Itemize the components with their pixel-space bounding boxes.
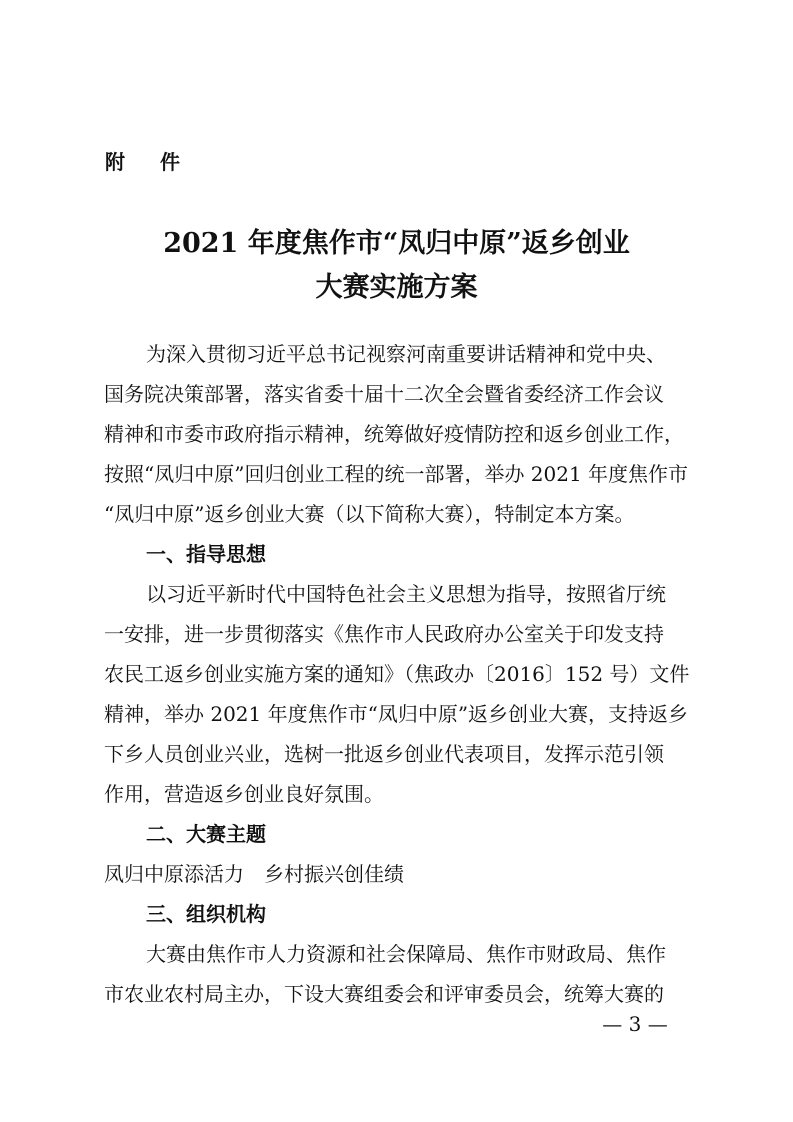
paragraph-line: 为深入贯彻习近平总书记视察河南重要讲话精神和党中央、 [146,342,666,366]
attachment-label: 附 件 [105,150,194,174]
paragraph-line: “凤归中原”返乡创业大赛（以下简称大赛），特制定本方案。 [104,502,635,526]
theme-line: 凤归中原添活力 乡村振兴创佳绩 [104,862,404,886]
paragraph-line: 农民工返乡创业实施方案的通知》（焦政办〔2016〕152 号）文件 [104,662,690,686]
paragraph-line: 国务院决策部署，落实省委十届十二次全会暨省委经济工作会议 [104,382,664,406]
paragraph-line: 作用，营造返乡创业良好氛围。 [104,782,384,806]
paragraph-line: 精神和市委市政府指示精神，统筹做好疫情防控和返乡创业工作， [104,422,684,446]
section-heading-organization: 三、组织机构 [146,902,266,926]
paragraph-line: 精神，举办 2021 年度焦作市“凤归中原”返乡创业大赛，支持返乡 [104,702,689,726]
section-heading-guiding-thought: 一、指导思想 [146,542,266,566]
document-title-line-1: 2021 年度焦作市“凤归中原”返乡创业 [163,228,630,259]
paragraph-line: 大赛由焦作市人力资源和社会保障局、焦作市财政局、焦作 [146,942,666,966]
paragraph-line: 一安排，进一步贯彻落实《焦作市人民政府办公室关于印发支持 [104,622,664,646]
section-heading-theme: 二、大赛主题 [146,822,266,846]
paragraph-line: 市农业农村局主办，下设大赛组委会和评审委员会，统筹大赛的 [104,982,664,1006]
document-title-line-2: 大赛实施方案 [315,272,478,303]
paragraph-line: 下乡人员创业兴业，选树一批返乡创业代表项目，发挥示范引领 [104,742,664,766]
paragraph-line: 以习近平新时代中国特色社会主义思想为指导，按照省厅统 [146,582,666,606]
paragraph-line: 按照“凤归中原”回归创业工程的统一部署，举办 2021 年度焦作市 [104,462,689,486]
page-number: — 3 — [602,1012,668,1036]
